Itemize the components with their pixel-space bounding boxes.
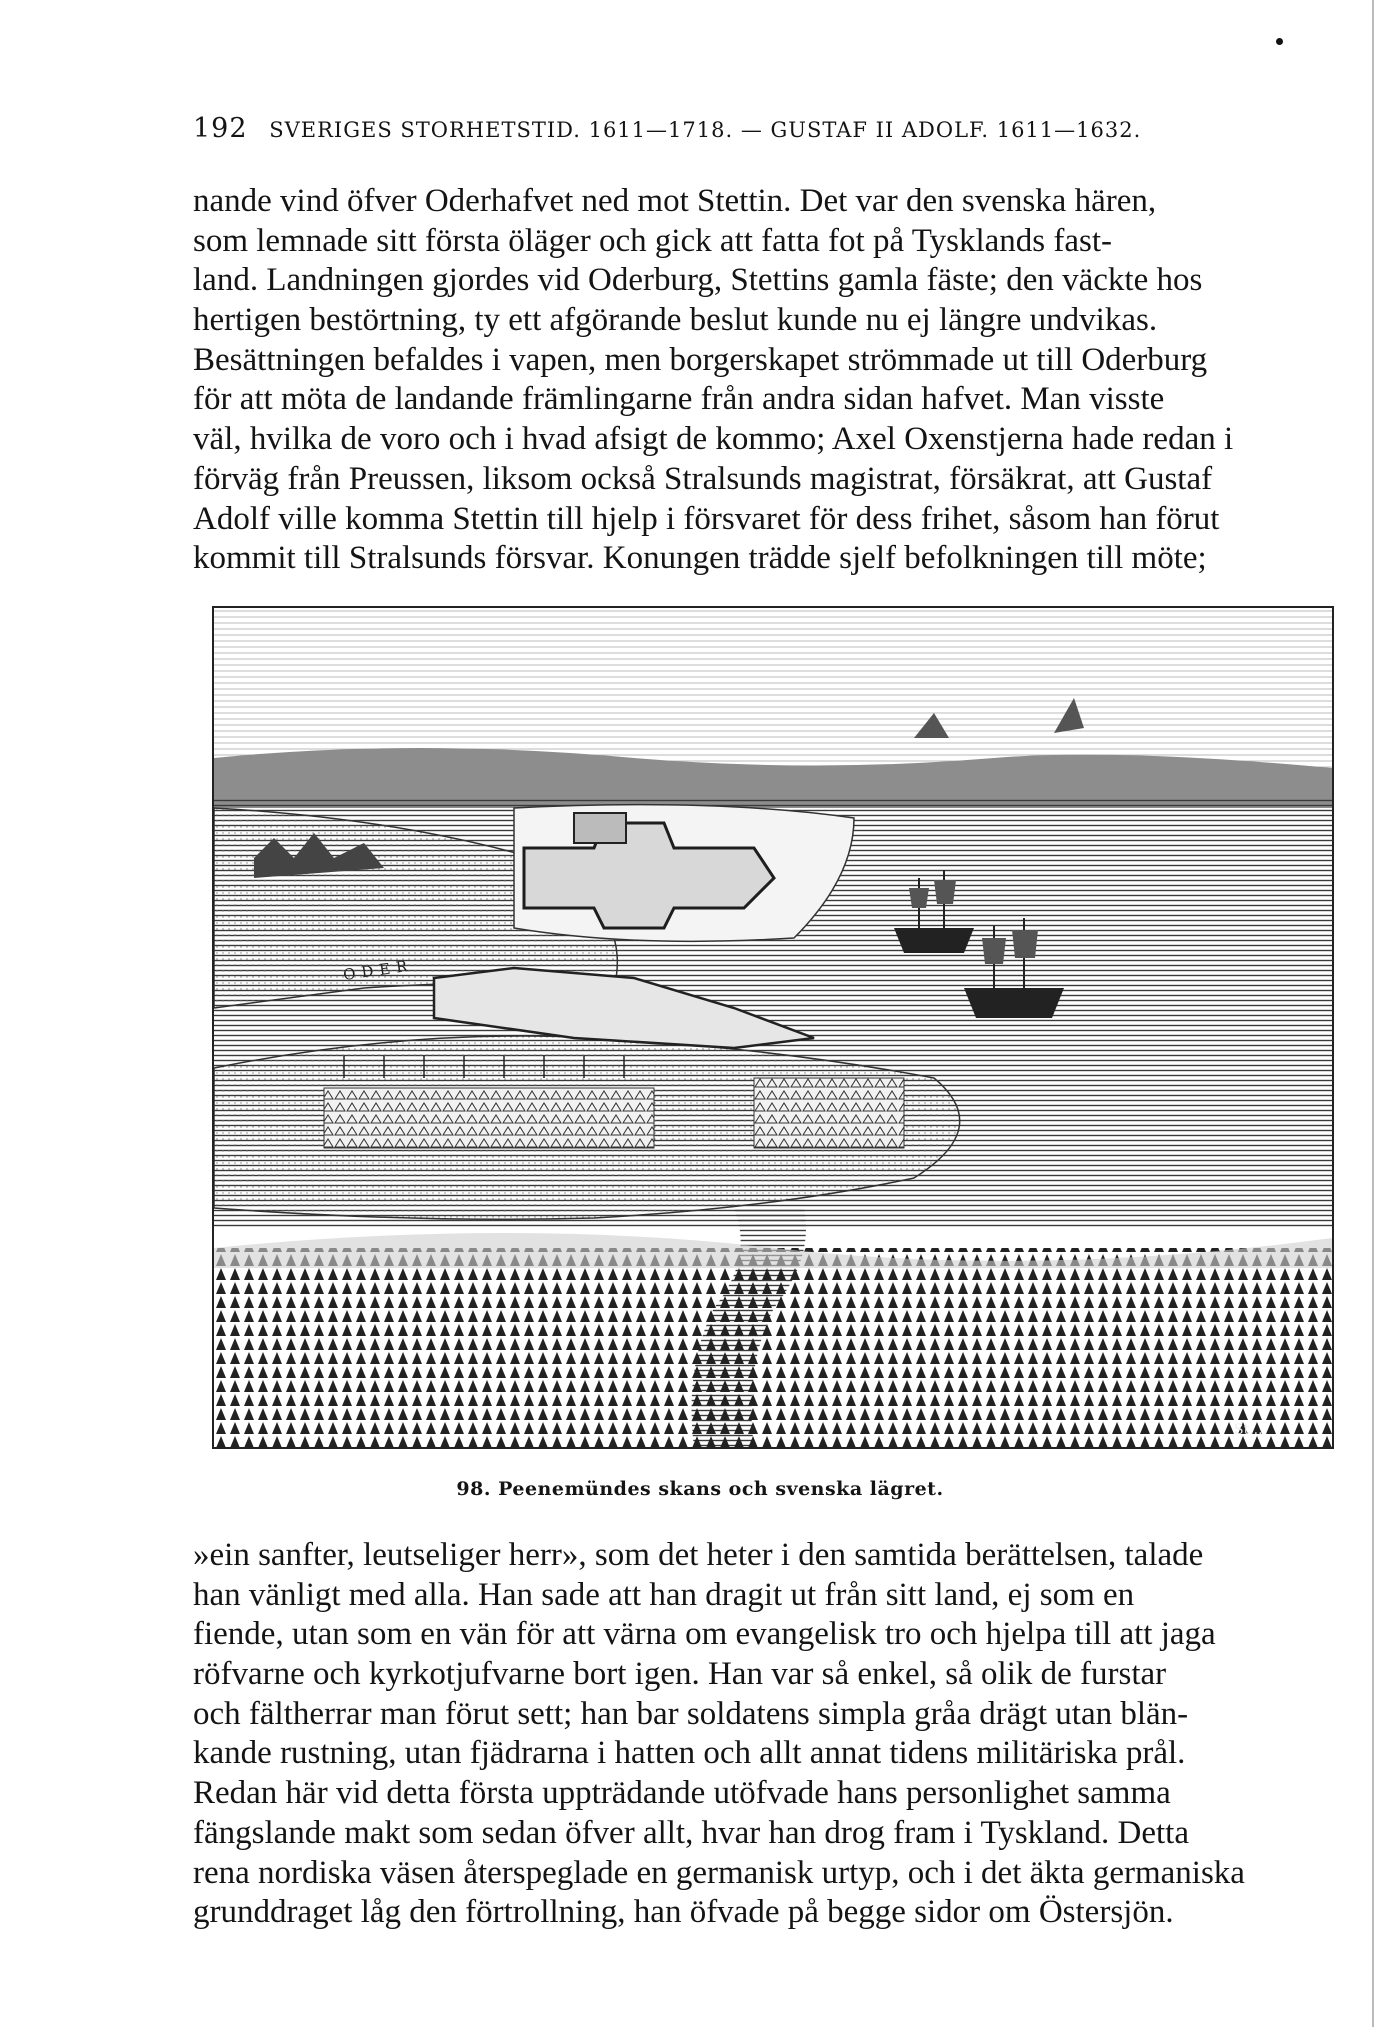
text-line: förväg från Preussen, liksom också Stralsunds magistrat, försäkrat, att Gustaf (193, 460, 1213, 497)
running-header (193, 113, 1278, 144)
text-line: kande rustning, utan fjädrarna i hatten och allt annat tidens militäriska prål. (193, 1735, 1186, 1772)
river-label: ODER (342, 956, 415, 984)
text-line: fiende, utan som en vän för att värna om evangelisk tro och hjelpa till att jaga (193, 1616, 1216, 1653)
foreground-trees (214, 1248, 1332, 1447)
camp-tents-left (324, 1088, 654, 1148)
text-line: för att möta de landande främlingarne från andra sidan hafvet. Man visste (193, 381, 1165, 418)
page-edge-line (1372, 0, 1374, 2027)
camp-tents-right (754, 1078, 904, 1148)
ink-dot (1276, 38, 1283, 45)
text-line: fängslande makt som sedan öfver allt, hvar han drog fram i Tyskland. Detta (193, 1814, 1189, 1851)
page-number: 192 (193, 113, 248, 144)
paragraph-2 (193, 1536, 1343, 1933)
text-line: land. Landningen gjordes vid Oderburg, Stettins gamla fäste; den väckte hos (193, 262, 1203, 299)
text-line: »ein sanfter, leutseliger herr», som det heter i den samtida berättelsen, talade (193, 1537, 1204, 1573)
text-line: väl, hvilka de voro och i hvad afsigt de kommo; Axel Oxenstjerna hade redan i (193, 421, 1234, 458)
text-line: hertigen bestörtning, ty ett afgörande beslut kunde nu ej längre undvikas. (193, 302, 1158, 339)
text-line: han vänligt med alla. Han sade att han dragit ut från sitt land, ej som en (193, 1576, 1135, 1613)
paragraph-1 (193, 182, 1343, 579)
running-title: SVERIGES STORHETSTID. 1611—1718. — GUSTAF II ADOLF. 1611—1632. (269, 118, 1142, 142)
engraver-signature: St... (1234, 1422, 1263, 1438)
text-line: rena nordiska väsen återspeglade en germanisk urtyp, och i det äkta germaniska (193, 1854, 1245, 1891)
text-line: som lemnade sitt första öläger och gick att fatta fot på Tysklands fast- (193, 222, 1112, 259)
text-line: och fältherrar man förut sett; han bar soldatens simpla gråa drägt utan blän- (193, 1695, 1189, 1732)
text-line: kommit till Stralsunds försvar. Konungen trädde sjelf befolkningen till möte; (193, 540, 1207, 577)
text-line: Besättningen befaldes i vapen, men borgerskapet strömmade ut till Oderburg (193, 341, 1208, 378)
text-line: Adolf ville komma Stettin till hjelp i försvaret för dess frihet, såsom han förut (193, 500, 1220, 537)
engraving-picture (214, 608, 1332, 1447)
figure-caption: 98. Peenemündes skans och svenska lägret. (456, 1478, 944, 1500)
text-line: Redan här vid detta första uppträdande utöfvade hans personlighet samma (193, 1775, 1171, 1812)
engraving-illustration (212, 606, 1334, 1449)
text-line: nande vind öfver Oderhafvet ned mot Stettin. Det var den svenska hären, (193, 183, 1157, 219)
text-line: grunddraget låg den förtrollning, han öfvade på begge sidor om Östersjön. (193, 1894, 1174, 1931)
text-line: röfvarne och kyrkotjufvarne bort igen. Han var så enkel, så olik de furstar (193, 1656, 1167, 1693)
